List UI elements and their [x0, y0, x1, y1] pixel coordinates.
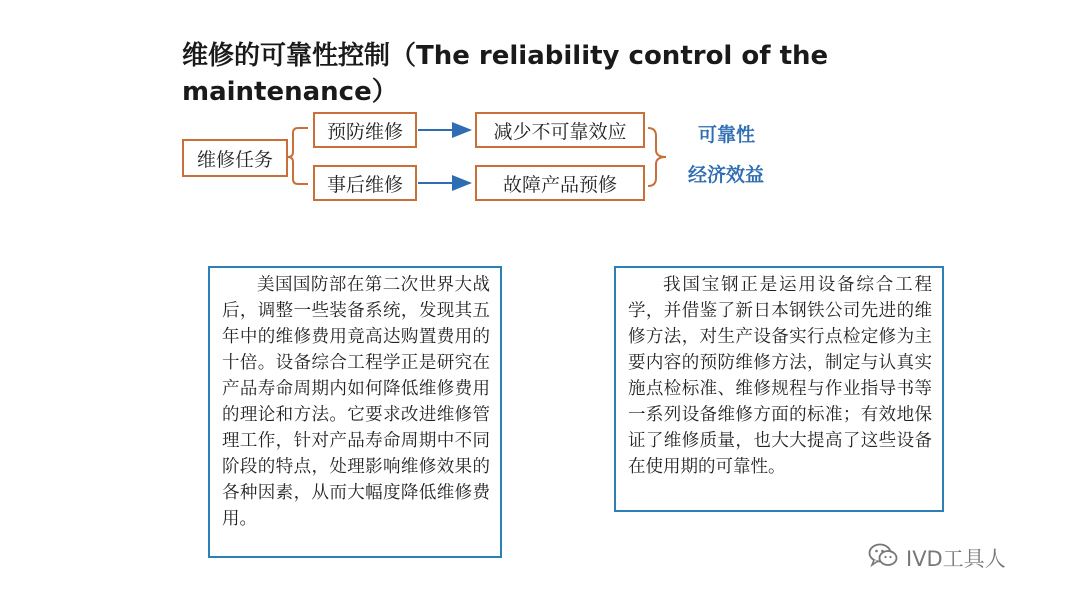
result-reliability: 可靠性 [698, 124, 756, 146]
slide-title: 维修的可靠性控制（The reliability control of the maintenance） [182, 41, 829, 107]
panel-paragraph: 我国宝钢正是运用设备综合工程学，并借鉴了新日本钢铁公司先进的维修方法，对生产设备实行点检定修为主要内容的预防维修方法，制定与认真实施点检标准、维修规程与作业指导书等一系列设备维修方面的标准；有效地保证了维修质量，也大大提高了这些设备在使用期的可靠性。 [628, 275, 932, 477]
watermark [868, 542, 1006, 573]
result-economic-benefit: 经济效益 [688, 164, 765, 186]
outcome-box-reduce-unreliability [475, 112, 645, 148]
action-label: 事后维修 [326, 173, 403, 196]
left-bracket [288, 128, 308, 184]
panel-paragraph: 美国国防部在第二次世界大战后，调整一些装备系统，发现其五年中的维修费用竟高达购置费用的十倍。设备综合工程学正是研究在产品寿命周期内如何降低维修费用的理论和方法。它要求改进维修管理工作，针对产品寿命周期中不同阶段的特点，处理影响维修效果的各种因素，从而大幅度降低维修费用。 [222, 275, 490, 529]
watermark-text: IVD工具人 [906, 546, 1006, 571]
action-box-corrective [313, 165, 417, 201]
text-panel-left [208, 266, 502, 558]
action-box-preventive [313, 112, 417, 148]
outcome-label: 减少不可靠效应 [493, 120, 627, 143]
outcome-label: 故障产品预修 [502, 173, 617, 196]
source-box-maintenance-task [182, 139, 288, 177]
action-label: 预防维修 [326, 120, 403, 143]
outcome-box-fault-repair [475, 165, 645, 201]
wechat-icon [868, 542, 898, 573]
source-label: 维修任务 [196, 148, 273, 171]
text-panel-right [614, 266, 944, 512]
right-brace [648, 128, 666, 186]
